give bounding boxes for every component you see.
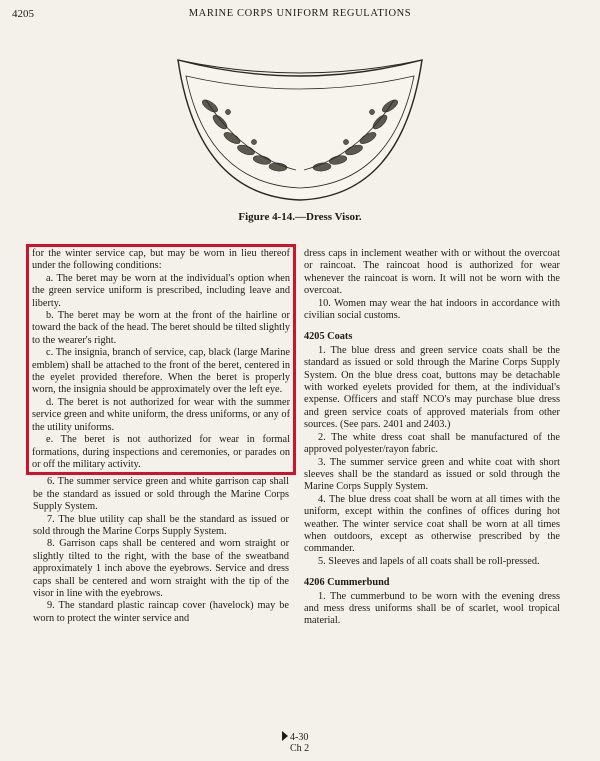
paragraph-beret-e: e. The beret is not authorized for wear in formal formations, during inspections and ceremonies, or parades on or off the military activity. bbox=[32, 434, 290, 470]
footer-change: Ch 2 bbox=[290, 743, 310, 754]
paragraph-beret-a: a. The beret may be worn at the individual's option when the green service uniform is prescribed, including leave and liberty. bbox=[32, 272, 290, 309]
coats-paragraph-4: 4. The blue dress coat shall be worn at all times with the uniform, except within the confines of offices during hot weather. The winter service coat shall be worn at all times when outdoors, except as otherwise prescribed by the commander. bbox=[304, 493, 560, 555]
paragraph-6: 6. The summer service green and white garrison cap shall be the standard as issued or sold through the Marine Corps Supply System. bbox=[33, 476, 289, 513]
coats-paragraph-1: 1. The blue dress and green service coats shall be the standard as issued or sold through the Marine Corps Supply System. On the blue dress coat, buttons may be detachable with worked eyelets provided for them, at the individual's expense. Officers and staff NCO's may purchase blue dress and green service coats of approved materials from other sources. (See pars. 2401 and 2403.) bbox=[304, 344, 560, 431]
section-heading-4205: 4205 Coats bbox=[304, 331, 353, 343]
coats-paragraph-2: 2. The white dress coat shall be manufactured of the approved polyester/rayon fabric. bbox=[304, 431, 560, 456]
coats-paragraph-3: 3. The summer service green and white coat with short sleeves shall be the standard as issued or sold through the Marine Corps Supply System. bbox=[304, 456, 560, 493]
paragraph-beret-c: c. The insignia, branch of service, cap, black (large Marine emblem) shall be attached to the front of the beret, centered in the eyelet provided therefore. When the beret is properly worn, the insignia should be approximately over the left eye. bbox=[32, 347, 290, 396]
paragraph-beret-b: b. The beret may be worn at the front of the hairline or toward the back of the head. The beret should be tilted slightly to the wearer's right. bbox=[32, 310, 290, 346]
coats-paragraph-5: 5. Sleeves and lapels of all coats shall be roll-pressed. bbox=[318, 555, 540, 567]
page-number: 4205 bbox=[12, 8, 34, 20]
highlighted-beret-conditions bbox=[26, 244, 296, 475]
right-column bbox=[304, 248, 560, 628]
figure-caption: Figure 4-14.—Dress Visor. bbox=[238, 211, 362, 223]
paragraph-8: 8. Garrison caps shall be centered and worn straight or slightly tilted to the right, with the base of the sweatband approximately 1 inch above the eyebrows. Service and dress caps shall be centered and worn straight with the tip of the visor in line with the eyebrows. bbox=[33, 538, 289, 599]
dress-visor-illustration bbox=[170, 46, 430, 206]
page-footer bbox=[282, 731, 309, 754]
cummerbund-paragraph-1: 1. The cummerbund to be worn with the evening dress and mess dress uniforms shall be of scarlet, wool tropical material. bbox=[304, 590, 560, 627]
paragraph-7: 7. The blue utility cap shall be the standard as issued or sold through the Marine Corps Supply System. bbox=[33, 513, 289, 537]
paragraph-9: 9. The standard plastic raincap cover (havelock) may be worn to protect the winter service and bbox=[33, 600, 289, 624]
running-header: MARINE CORPS UNIFORM REGULATIONS bbox=[188, 8, 412, 19]
paragraph-beret-d: d. The beret is not authorized for wear with the summer service green and white uniform, the dress uniforms, or any of the utility uniforms. bbox=[32, 396, 290, 433]
paragraph-beret-intro: for the winter service cap, but may be worn in lieu thereof under the following conditions: bbox=[32, 248, 290, 272]
paragraph-raincap-continued: dress caps in inclement weather with or without the overcoat or raincoat. The raincoat hood is authorized for wear whenever the raincoat is worn. It will not be worn with the overcoat. bbox=[304, 248, 560, 297]
paragraph-10: 10. Women may wear the hat indoors in accordance with civilian social customs. bbox=[304, 297, 560, 322]
change-marker-icon bbox=[282, 731, 288, 741]
section-heading-4206: 4206 Cummerbund bbox=[304, 577, 390, 589]
footer-page-ref: 4-30 bbox=[290, 732, 309, 743]
left-column bbox=[33, 248, 289, 625]
